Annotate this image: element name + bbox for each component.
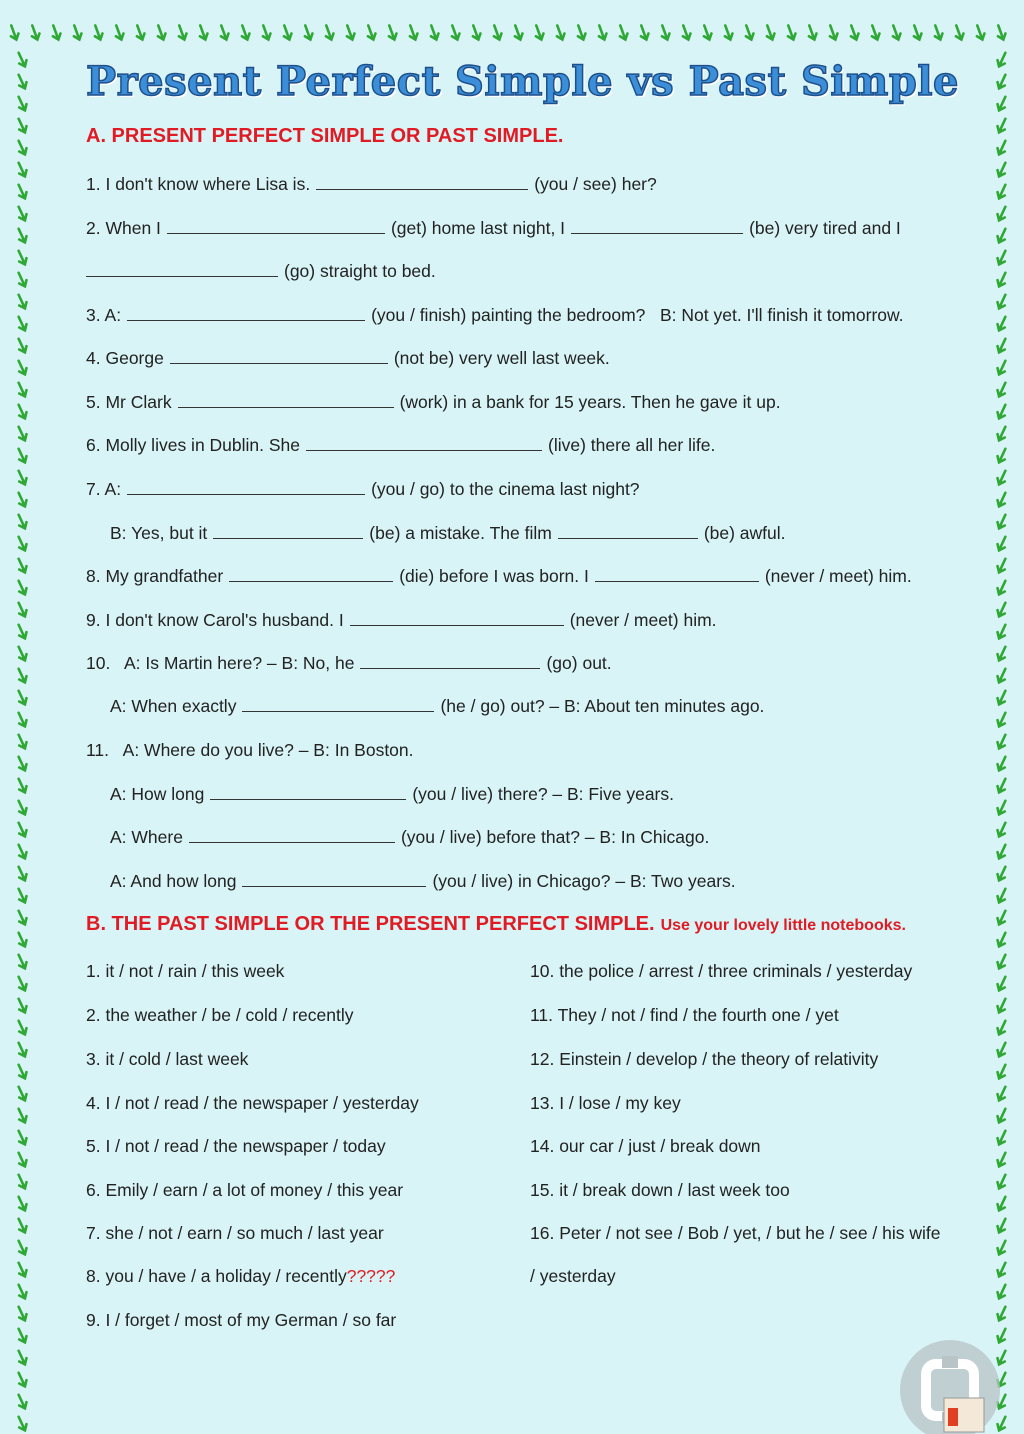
border-arrow: [197, 24, 210, 41]
border-arrow: [15, 205, 29, 222]
answer-blank[interactable]: [127, 480, 365, 495]
border-arrow: [50, 24, 63, 41]
border-arrow: [15, 1151, 29, 1168]
border-arrow: [302, 24, 315, 41]
exercise-a2-cont: (go) straight to bed.: [86, 261, 436, 282]
section-a-heading: A. PRESENT PERFECT SIMPLE OR PAST SIMPLE.: [86, 125, 564, 147]
exercise-b-item: 10. the police / arrest / three criminals / yesterday: [530, 961, 913, 981]
exercise-a11-line2: A: How long (you / live) there? – B: Five years.: [110, 784, 674, 804]
border-arrow: [995, 1019, 1009, 1036]
border-arrow: [995, 1217, 1009, 1234]
answer-blank[interactable]: [167, 219, 385, 234]
decorative-border-top: [0, 18, 1024, 48]
exercise-a7: 7. A: (you / go) to the cinema last night?: [86, 479, 640, 499]
watermark-logo-icon: [896, 1336, 1004, 1434]
border-arrow: [239, 24, 252, 41]
border-arrow: [15, 227, 29, 244]
border-arrow: [15, 161, 29, 178]
border-arrow: [260, 24, 273, 41]
border-arrow: [15, 359, 29, 376]
border-arrow: [15, 51, 29, 68]
border-arrow: [29, 24, 42, 41]
border-arrow: [15, 315, 29, 332]
border-arrow: [995, 865, 1009, 882]
border-arrow: [995, 997, 1009, 1014]
question-marks: ?????: [346, 1266, 396, 1286]
border-arrow: [15, 689, 29, 706]
exercise-b-item: 9. I / forget / most of my German / so far: [86, 1310, 397, 1330]
border-arrow: [15, 1393, 29, 1410]
answer-blank[interactable]: [242, 697, 434, 712]
border-arrow: [15, 601, 29, 618]
border-arrow: [15, 1349, 29, 1366]
border-arrow: [722, 24, 735, 41]
border-arrow: [281, 24, 294, 41]
exercise-b-item: 16. Peter / not see / Bob / yet, / but he / see / his wife: [530, 1223, 941, 1243]
exercise-a4: 4. George (not be) very well last week.: [86, 348, 610, 368]
border-arrow: [995, 447, 1009, 464]
border-arrow: [470, 24, 483, 41]
border-arrow: [995, 491, 1009, 508]
border-arrow: [15, 1129, 29, 1146]
border-arrow: [995, 425, 1009, 442]
border-arrow: [15, 73, 29, 90]
border-arrow: [995, 51, 1009, 68]
border-arrow: [15, 645, 29, 662]
border-arrow: [995, 557, 1009, 574]
border-arrow: [827, 24, 840, 41]
border-arrow: [995, 601, 1009, 618]
answer-blank[interactable]: [595, 567, 759, 582]
border-arrow: [995, 315, 1009, 332]
border-arrow: [953, 24, 966, 41]
border-arrow: [995, 95, 1009, 112]
border-arrow: [995, 293, 1009, 310]
exercise-a9: 9. I don't know Carol's husband. I (never / meet) him.: [86, 610, 717, 630]
border-arrow: [806, 24, 819, 41]
exercise-b-item: 11. They / not / find / the fourth one / yet: [530, 1005, 839, 1025]
border-arrow: [15, 755, 29, 772]
border-arrow: [15, 1305, 29, 1322]
border-arrow: [995, 139, 1009, 156]
border-arrow: [995, 161, 1009, 178]
border-arrow: [995, 469, 1009, 486]
border-arrow: [15, 821, 29, 838]
exercise-b-item: 12. Einstein / develop / the theory of relativity: [530, 1049, 879, 1069]
border-arrow: [995, 645, 1009, 662]
border-arrow: [15, 249, 29, 266]
border-arrow: [995, 359, 1009, 376]
border-arrow: [995, 909, 1009, 926]
section-b-heading: B. THE PAST SIMPLE OR THE PRESENT PERFECT SIMPLE. Use your lovely little notebooks.: [86, 913, 906, 935]
border-arrow: [15, 1239, 29, 1256]
exercise-a11-line3: A: Where (you / live) before that? – B: In Chicago.: [110, 827, 710, 847]
border-arrow: [407, 24, 420, 41]
border-arrow: [8, 24, 21, 41]
border-arrow: [15, 887, 29, 904]
border-arrow: [218, 24, 231, 41]
answer-blank[interactable]: [170, 349, 388, 364]
border-arrow: [71, 24, 84, 41]
border-arrow: [449, 24, 462, 41]
border-arrow: [995, 73, 1009, 90]
exercise-b-item: 1. it / not / rain / this week: [86, 961, 285, 981]
border-arrow: [890, 24, 903, 41]
border-arrow: [15, 579, 29, 596]
border-arrow: [15, 491, 29, 508]
border-arrow: [995, 513, 1009, 530]
answer-blank[interactable]: [178, 393, 394, 408]
border-arrow: [15, 975, 29, 992]
border-arrow: [764, 24, 777, 41]
border-arrow: [15, 1019, 29, 1036]
border-arrow: [785, 24, 798, 41]
border-arrow: [743, 24, 756, 41]
border-arrow: [15, 1063, 29, 1080]
border-arrow: [15, 1261, 29, 1278]
border-arrow: [512, 24, 525, 41]
border-arrow: [15, 1041, 29, 1058]
border-arrow: [995, 24, 1008, 41]
border-arrow: [995, 1173, 1009, 1190]
border-arrow: [15, 337, 29, 354]
exercise-a8: 8. My grandfather (die) before I was born. I (never / meet) him.: [86, 566, 912, 586]
border-arrow: [323, 24, 336, 41]
border-arrow: [15, 931, 29, 948]
border-arrow: [15, 1085, 29, 1102]
border-arrow: [386, 24, 399, 41]
exercise-a10-cont: A: When exactly (he / go) out? – B: About ten minutes ago.: [110, 696, 765, 716]
exercise-b-item: / yesterday: [530, 1266, 616, 1286]
border-arrow: [344, 24, 357, 41]
border-arrow: [15, 381, 29, 398]
border-arrow: [995, 1151, 1009, 1168]
border-arrow: [995, 579, 1009, 596]
border-arrow: [15, 1371, 29, 1388]
border-arrow: [995, 711, 1009, 728]
border-arrow: [680, 24, 693, 41]
exercise-b-item: 8. you / have / a holiday / recently?????: [86, 1266, 396, 1286]
border-arrow: [365, 24, 378, 41]
border-arrow: [15, 139, 29, 156]
border-arrow: [113, 24, 126, 41]
exercise-b-item: 14. our car / just / break down: [530, 1136, 761, 1156]
answer-blank[interactable]: [350, 611, 564, 626]
exercise-a11-line4: A: And how long (you / live) in Chicago? – B: Two years.: [110, 871, 736, 891]
border-arrow: [15, 95, 29, 112]
border-arrow: [15, 1327, 29, 1344]
border-arrow: [995, 733, 1009, 750]
exercise-b-item: 7. she / not / earn / so much / last year: [86, 1223, 384, 1243]
border-arrow: [995, 249, 1009, 266]
border-arrow: [15, 469, 29, 486]
border-arrow: [995, 1283, 1009, 1300]
border-arrow: [15, 271, 29, 288]
border-arrow: [995, 117, 1009, 134]
border-arrow: [15, 117, 29, 134]
border-arrow: [15, 667, 29, 684]
border-arrow: [15, 777, 29, 794]
border-arrow: [995, 799, 1009, 816]
answer-blank[interactable]: [360, 654, 540, 669]
answer-blank[interactable]: [189, 828, 395, 843]
exercise-b-item: 15. it / break down / last week too: [530, 1180, 790, 1200]
border-arrow: [911, 24, 924, 41]
border-arrow: [995, 689, 1009, 706]
border-arrow: [155, 24, 168, 41]
border-arrow: [15, 909, 29, 926]
border-arrow: [15, 623, 29, 640]
border-arrow: [995, 1107, 1009, 1124]
exercise-a6: 6. Molly lives in Dublin. She (live) there all her life.: [86, 435, 716, 455]
border-arrow: [869, 24, 882, 41]
border-arrow: [995, 821, 1009, 838]
page-title: Present Perfect Simple vs Past Simple: [86, 58, 959, 105]
border-arrow: [995, 535, 1009, 552]
border-arrow: [995, 1305, 1009, 1322]
border-arrow: [15, 865, 29, 882]
border-arrow: [428, 24, 441, 41]
border-arrow: [15, 1195, 29, 1212]
border-arrow: [15, 799, 29, 816]
answer-blank[interactable]: [86, 262, 278, 277]
decorative-border-right: [984, 40, 1020, 1434]
border-arrow: [995, 887, 1009, 904]
answer-blank[interactable]: [213, 524, 363, 539]
answer-blank[interactable]: [571, 219, 743, 234]
border-arrow: [617, 24, 630, 41]
exercise-b-item: 2. the weather / be / cold / recently: [86, 1005, 354, 1025]
exercise-a3: 3. A: (you / finish) painting the bedroom? B: Not yet. I'll finish it tomorrow.: [86, 305, 904, 325]
exercise-a2: 2. When I (get) home last night, I (be) very tired and I: [86, 218, 901, 238]
border-arrow: [15, 425, 29, 442]
border-arrow: [15, 711, 29, 728]
answer-blank[interactable]: [316, 175, 528, 190]
border-arrow: [15, 1415, 29, 1432]
border-arrow: [995, 1195, 1009, 1212]
border-arrow: [134, 24, 147, 41]
border-arrow: [533, 24, 546, 41]
border-arrow: [848, 24, 861, 41]
exercise-a11: 11. A: Where do you live? – B: In Boston.: [86, 740, 414, 760]
exercise-b-item: 6. Emily / earn / a lot of money / this year: [86, 1180, 404, 1200]
border-arrow: [15, 1107, 29, 1124]
border-arrow: [575, 24, 588, 41]
border-arrow: [995, 1085, 1009, 1102]
border-arrow: [932, 24, 945, 41]
border-arrow: [995, 667, 1009, 684]
border-arrow: [995, 1041, 1009, 1058]
border-arrow: [995, 931, 1009, 948]
border-arrow: [596, 24, 609, 41]
border-arrow: [15, 997, 29, 1014]
border-arrow: [92, 24, 105, 41]
border-arrow: [15, 1217, 29, 1234]
answer-blank[interactable]: [210, 785, 406, 800]
border-arrow: [995, 227, 1009, 244]
exercise-a7-cont: B: Yes, but it (be) a mistake. The film (be) awful.: [110, 523, 786, 543]
exercise-b-item: 3. it / cold / last week: [86, 1049, 249, 1069]
border-arrow: [995, 1063, 1009, 1080]
exercise-b-item: 5. I / not / read / the newspaper / today: [86, 1136, 386, 1156]
border-arrow: [491, 24, 504, 41]
border-arrow: [176, 24, 189, 41]
border-arrow: [15, 843, 29, 860]
border-arrow: [701, 24, 714, 41]
decorative-border-left: [4, 40, 40, 1434]
answer-blank[interactable]: [242, 872, 426, 887]
border-arrow: [15, 535, 29, 552]
border-arrow: [995, 381, 1009, 398]
exercise-b-item: 13. I / lose / my key: [530, 1093, 681, 1113]
border-arrow: [995, 623, 1009, 640]
answer-blank[interactable]: [229, 567, 393, 582]
border-arrow: [15, 447, 29, 464]
border-arrow: [995, 755, 1009, 772]
border-arrow: [15, 953, 29, 970]
border-arrow: [995, 271, 1009, 288]
border-arrow: [995, 183, 1009, 200]
border-arrow: [995, 843, 1009, 860]
border-arrow: [995, 1261, 1009, 1278]
border-arrow: [995, 953, 1009, 970]
border-arrow: [995, 1239, 1009, 1256]
border-arrow: [995, 777, 1009, 794]
border-arrow: [554, 24, 567, 41]
exercise-a5: 5. Mr Clark (work) in a bank for 15 years. Then he gave it up.: [86, 392, 781, 412]
border-arrow: [15, 293, 29, 310]
border-arrow: [638, 24, 651, 41]
border-arrow: [995, 975, 1009, 992]
border-arrow: [995, 1129, 1009, 1146]
border-arrow: [15, 1173, 29, 1190]
exercise-b-item: 4. I / not / read / the newspaper / yesterday: [86, 1093, 419, 1113]
border-arrow: [974, 24, 987, 41]
border-arrow: [995, 205, 1009, 222]
border-arrow: [995, 337, 1009, 354]
answer-blank[interactable]: [306, 436, 542, 451]
border-arrow: [659, 24, 672, 41]
border-arrow: [15, 403, 29, 420]
exercise-a1: 1. I don't know where Lisa is. (you / see) her?: [86, 174, 657, 194]
border-arrow: [995, 403, 1009, 420]
answer-blank[interactable]: [127, 306, 365, 321]
exercise-a10: 10. A: Is Martin here? – B: No, he (go) out.: [86, 653, 612, 673]
border-arrow: [15, 183, 29, 200]
border-arrow: [15, 513, 29, 530]
border-arrow: [15, 557, 29, 574]
border-arrow: [15, 1283, 29, 1300]
answer-blank[interactable]: [558, 524, 698, 539]
border-arrow: [15, 733, 29, 750]
